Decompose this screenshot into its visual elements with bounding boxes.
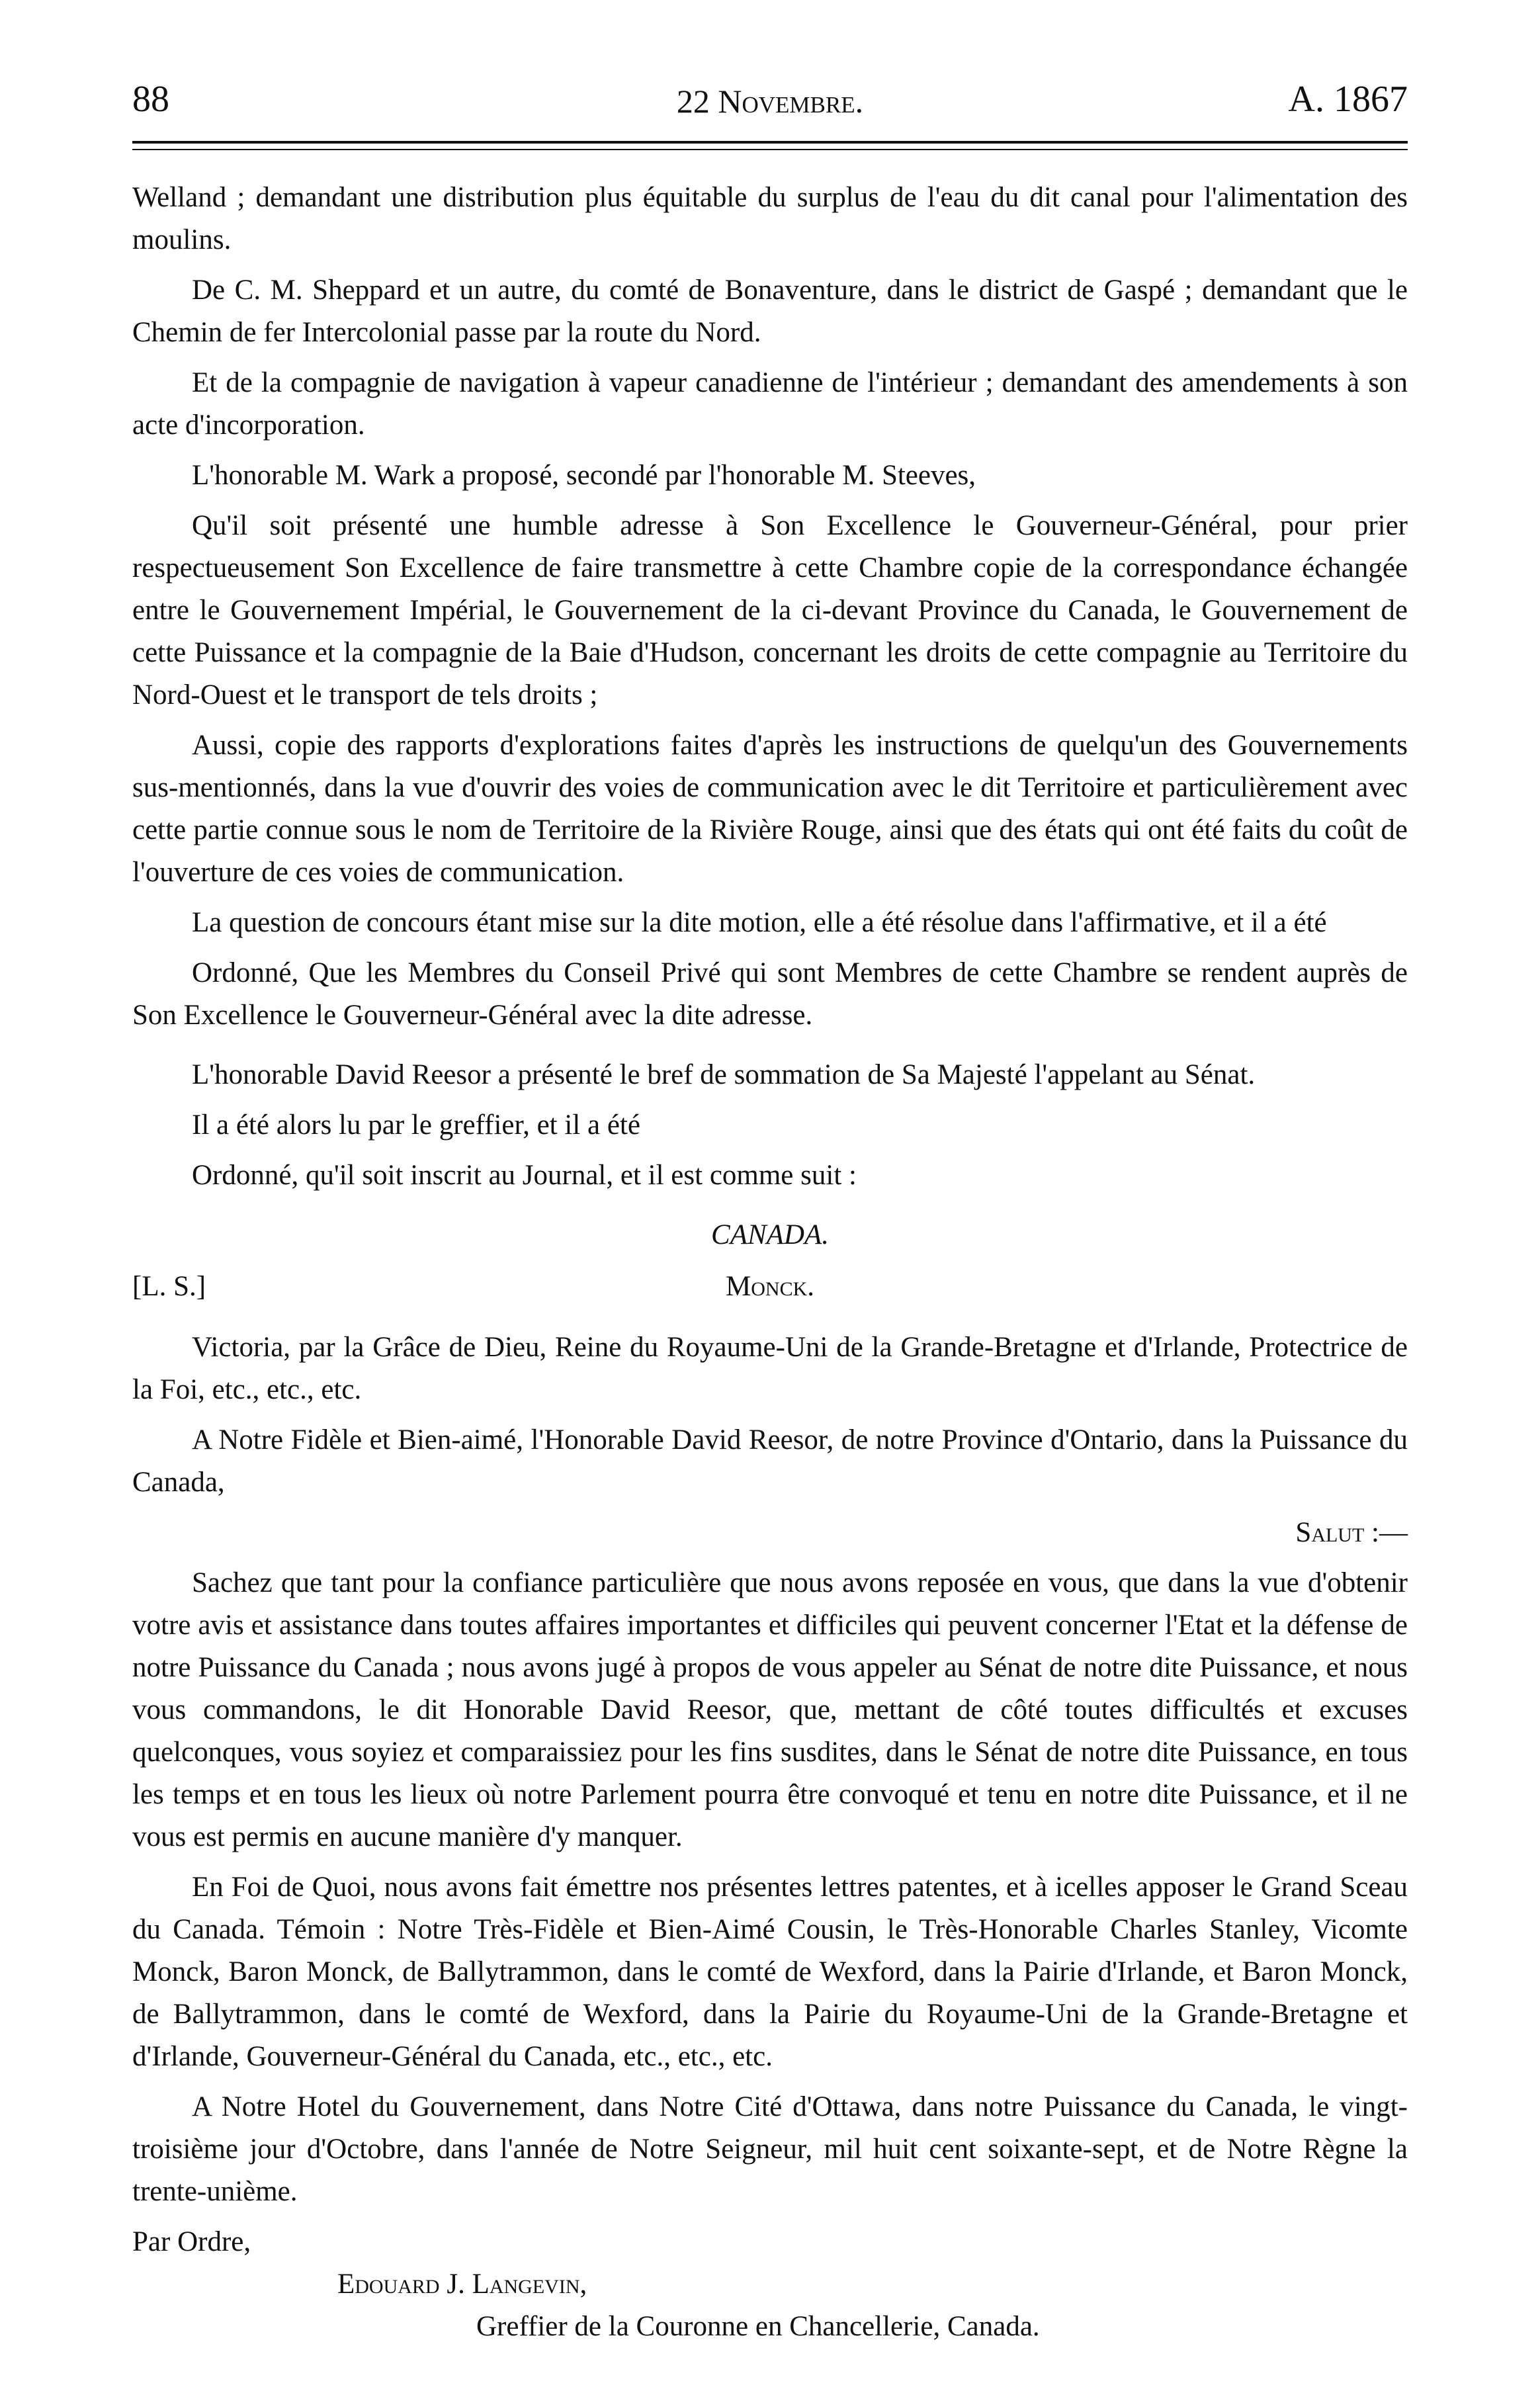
- page-number: 88: [132, 79, 169, 120]
- paragraph-reports: Aussi, copie des rapports d'explorations faites d'après les instructions de quelqu'un des Gouvernements sus-mentionnés, dans la vue d'ouvrir des voies de communication avec le dit Territoire et particulièrement avec cette partie connue sous le nom de Territoire de la Rivière Rouge, ainsi que des états qui ont été faits du coût de l'ouverture de ces voies de communication.: [132, 730, 1408, 888]
- paragraph-victoria: Victoria, par la Grâce de Dieu, Reine du Royaume-Uni de la Grande-Bretagne et d'Irlande, Protectrice de la Foi, etc., etc., etc.: [132, 1332, 1408, 1405]
- signatory-title: Greffier de la Couronne en Chancellerie, Canada.: [476, 2311, 1040, 2342]
- signatory-name: Edouard J. Langevin,: [337, 2269, 587, 2300]
- writ-seal-line: [132, 1266, 1408, 1308]
- paragraph-addressee: A Notre Fidèle et Bien-aimé, l'Honorable David Reesor, de notre Province d'Ontario, dans la Puissance du Canada,: [132, 1424, 1408, 1498]
- running-year: A. 1867: [1288, 79, 1408, 120]
- writ-heading-canada: CANADA.: [711, 1219, 829, 1250]
- paragraph-petition-sheppard: De C. M. Sheppard et un autre, du comté de Bonaventure, dans le district de Gaspé ; demandant que le Chemin de fer Intercolonial passe par la route du Nord.: [132, 275, 1408, 348]
- paragraph-summons: Sachez que tant pour la confiance particulière que nous avons reposée en vous, que dans la vue d'obtenir votre avis et assistance dans toutes affaires importantes et difficiles qui peuvent concerner l'Etat et la défense de notre Puissance du Canada ; nous avons jugé à propos de vous appeler au Sénat de notre dite Puissance, et nous vous commandons, le dit Honorable David Reesor, que, mettant de côté toutes difficultés et excuses quelconques, vous soyiez et comparaissiez pour les fins susdites, dans le Sénat de notre dite Puissance, en tous les temps et en tous les lieux où notre Parlement pourra être convoqué et tenu en notre dite Puissance, et il ne vous est permis en aucune manière d'y manquer.: [132, 1567, 1408, 1852]
- paragraph-petition-welland: Welland ; demandant une distribution plus équitable du surplus de l'eau du dit canal pour l'alimentation des moulins.: [132, 182, 1408, 255]
- paragraph-question: La question de concours étant mise sur la dite motion, elle a été résolue dans l'affirmative, et il a été: [192, 907, 1327, 938]
- paragraph-reesor-writ: L'honorable David Reesor a présenté le bref de sommation de Sa Majesté l'appelant au Sénat.: [192, 1059, 1256, 1090]
- paragraph-address: Qu'il soit présenté une humble adresse à Son Excellence le Gouverneur-Général, pour prier respectueusement Son Excellence de faire transmettre à cette Chambre copie de la correspondance échangée entre le Gouvernement Impérial, le Gouvernement de la ci-devant Province du Canada, le Gouvernement de cette Puissance et la compagnie de la Baie d'Hudson, concernant les droits de cette compagnie au Territoire du Nord-Ouest et le transport de tels droits ;: [132, 510, 1408, 711]
- paragraph-read-by-clerk: Il a été alors lu par le greffier, et il a été: [192, 1109, 640, 1141]
- header-rule: [132, 141, 1408, 144]
- par-ordre: Par Ordre,: [132, 2226, 251, 2257]
- header-rule-thin: [132, 149, 1408, 150]
- salutation: Salut :—: [1295, 1517, 1408, 1548]
- running-head: [132, 78, 1408, 141]
- paragraph-in-witness: En Foi de Quoi, nous avons fait émettre nos présentes lettres patentes, et à icelles apposer le Grand Sceau du Canada. Témoin : Notre Très-Fidèle et Bien-Aimé Cousin, le Très-Honorable Charles Stanley, Vicomte Monck, Baron Monck, de Ballytrammon, dans le comté de Wexford, dans la Pairie d'Irlande, et Baron Monck, de Ballytrammon, dans le comté de Wexford, dans la Pairie du Royaume-Uni de la Grande-Bretagne et d'Irlande, Gouverneur-Général du Canada, etc., etc., etc.: [132, 1872, 1408, 2072]
- paragraph-given-at: A Notre Hotel du Gouvernement, dans Notre Cité d'Ottawa, dans notre Puissance du Canada, le vingt-troisième jour d'Octobre, dans l'année de Notre Seigneur, mil huit cent soixante-sept, et de Notre Règne la trente-unième.: [132, 2091, 1408, 2207]
- writ-signer-monck: Monck.: [726, 1271, 814, 1302]
- running-date: 22 Novembre.: [676, 83, 864, 120]
- signature-block: [132, 2221, 1408, 2348]
- paragraph-petition-navigation: Et de la compagnie de navigation à vapeur canadienne de l'intérieur ; demandant des amendements à son acte d'incorporation.: [132, 367, 1408, 441]
- paragraph-ordered-journal: Ordonné, qu'il soit inscrit au Journal, et il est comme suit :: [192, 1160, 857, 1191]
- paragraph-motion-wark: L'honorable M. Wark a proposé, secondé par l'honorable M. Steeves,: [192, 460, 976, 491]
- document-body: [132, 177, 1408, 2348]
- paragraph-ordered-privy: Ordonné, Que les Membres du Conseil Privé qui sont Membres de cette Chambre se rendent auprès de Son Excellence le Gouverneur-Général avec la dite adresse.: [132, 957, 1408, 1031]
- seal-mark: [L. S.]: [132, 1271, 206, 1302]
